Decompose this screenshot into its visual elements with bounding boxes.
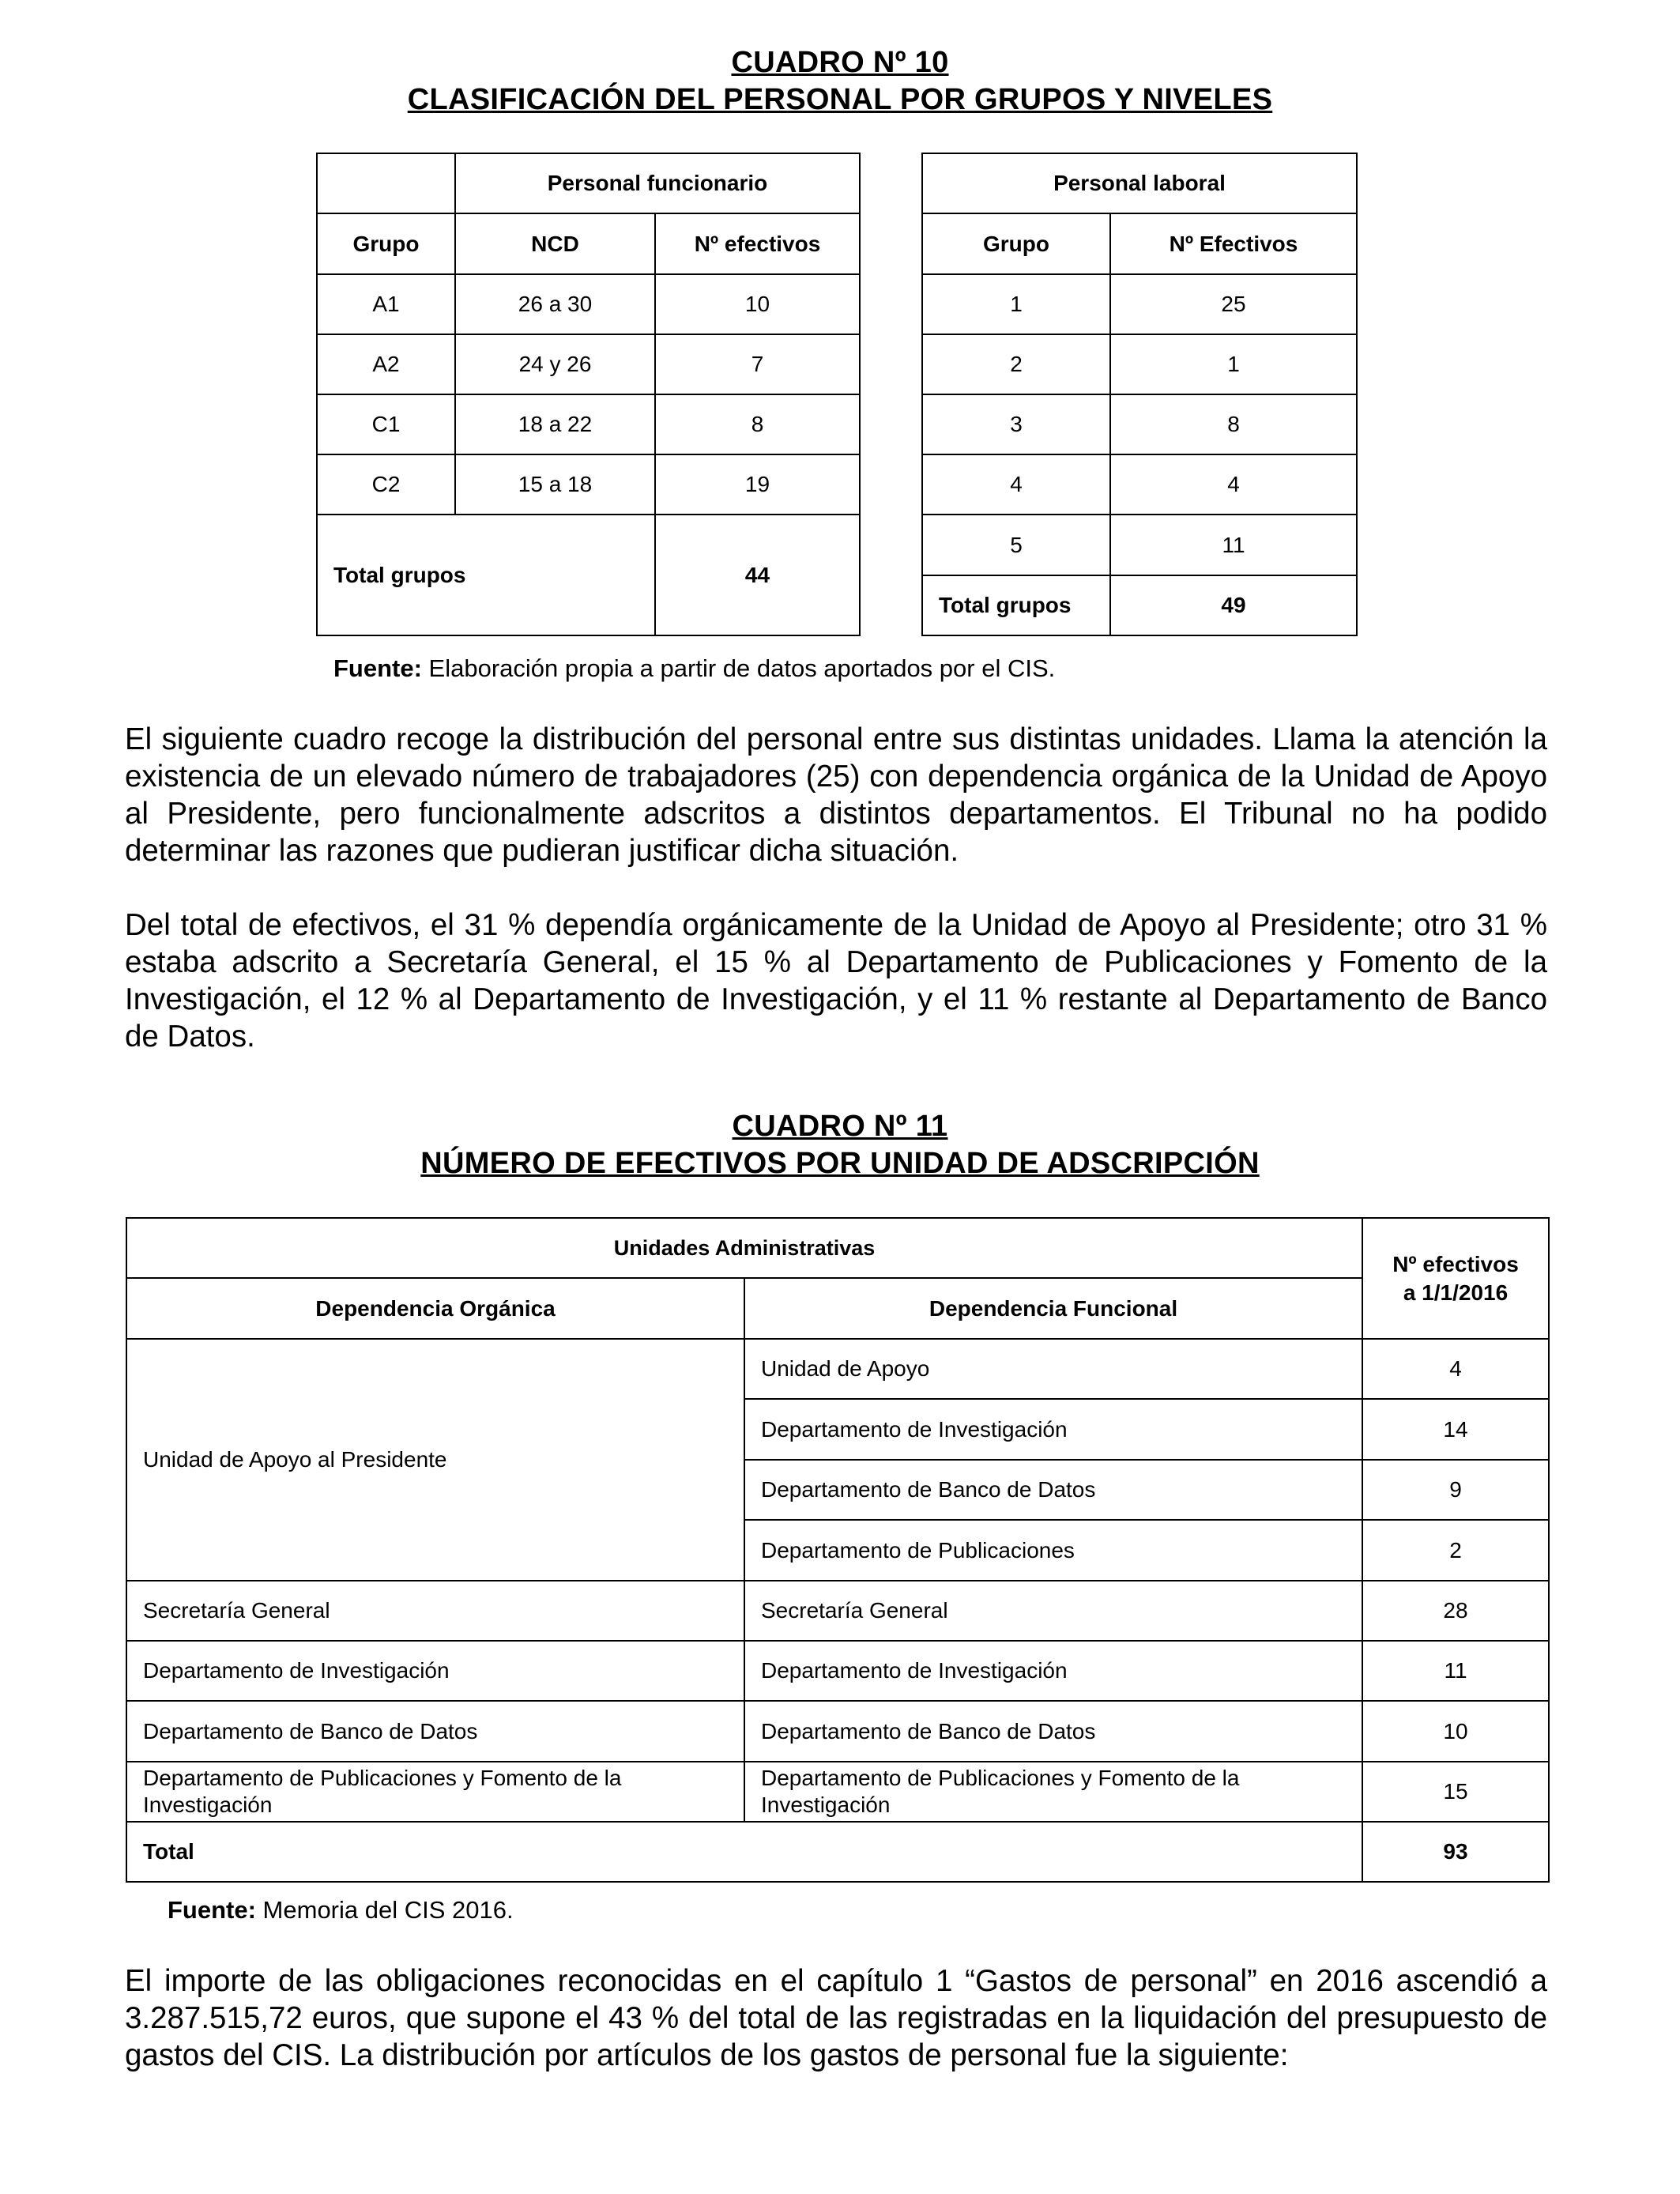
total-row bbox=[126, 1822, 1549, 1882]
cuadro11-title: CUADRO Nº 11 bbox=[732, 1110, 948, 1143]
header-efectivos-line2: a 1/1/2016 bbox=[1403, 1280, 1509, 1305]
personal-laboral-table bbox=[921, 153, 1358, 636]
cuadro10-subtitle: CLASIFICACIÓN DEL PERSONAL POR GRUPOS Y NIVELES bbox=[407, 83, 1273, 116]
total-label: Total grupos bbox=[922, 575, 1110, 635]
cell-grupo: C1 bbox=[317, 394, 455, 454]
empty-header-cell bbox=[317, 153, 455, 213]
cell-organica: Secretaría General bbox=[126, 1581, 744, 1641]
cell-efectivos: 25 bbox=[1110, 274, 1357, 334]
cell-funcional: Departamento de Banco de Datos bbox=[744, 1460, 1362, 1520]
cell-funcional: Departamento de Investigación bbox=[744, 1399, 1362, 1460]
cell-efectivos: 11 bbox=[1110, 515, 1357, 575]
source-text: Elaboración propia a partir de datos aportados por el CIS. bbox=[421, 654, 1056, 682]
table-row bbox=[317, 394, 860, 454]
cell-efectivos: 9 bbox=[1362, 1460, 1549, 1520]
table-row bbox=[317, 454, 860, 515]
col-efectivos: Nº efectivos bbox=[655, 213, 860, 274]
cuadro10-source bbox=[333, 653, 1055, 684]
cell-grupo: 5 bbox=[922, 515, 1110, 575]
cell-grupo: A1 bbox=[317, 274, 455, 334]
cell-efectivos: 19 bbox=[655, 454, 860, 515]
header-efectivos-line1: Nº efectivos bbox=[1392, 1251, 1519, 1276]
cell-grupo: A2 bbox=[317, 334, 455, 394]
cell-ncd: 26 a 30 bbox=[455, 274, 655, 334]
col-grupo: Grupo bbox=[922, 213, 1110, 274]
total-label: Total bbox=[126, 1822, 1362, 1882]
total-value: 49 bbox=[1110, 575, 1357, 635]
table-row bbox=[126, 1581, 1549, 1641]
cell-efectivos: 1 bbox=[1110, 334, 1357, 394]
cuadro11-subtitle: NÚMERO DE EFECTIVOS POR UNIDAD DE ADSCRIPCIÓN bbox=[420, 1147, 1260, 1180]
header-organica: Dependencia Orgánica bbox=[126, 1278, 744, 1339]
cuadro10-title: CUADRO Nº 10 bbox=[731, 46, 949, 79]
total-label: Total grupos bbox=[317, 515, 655, 635]
cell-efectivos: 8 bbox=[655, 394, 860, 454]
cell-funcional-line2: Investigación bbox=[761, 1793, 891, 1817]
total-row bbox=[922, 575, 1357, 635]
cell-organica: Departamento de Investigación bbox=[126, 1641, 744, 1701]
cell-efectivos: 28 bbox=[1362, 1581, 1549, 1641]
cell-efectivos: 11 bbox=[1362, 1641, 1549, 1701]
cell-organica: Unidad de Apoyo al Presidente bbox=[126, 1339, 744, 1581]
cell-efectivos: 14 bbox=[1362, 1399, 1549, 1460]
source-label: Fuente: bbox=[333, 654, 422, 682]
total-value: 93 bbox=[1362, 1822, 1549, 1882]
table-row bbox=[922, 515, 1357, 575]
source-label: Fuente: bbox=[168, 1896, 256, 1924]
cell-funcional bbox=[744, 1762, 1362, 1822]
cell-grupo: 2 bbox=[922, 334, 1110, 394]
cell-funcional: Departamento de Banco de Datos bbox=[744, 1701, 1362, 1762]
total-row bbox=[317, 515, 860, 635]
header-unidades: Unidades Administrativas bbox=[126, 1218, 1362, 1278]
cell-efectivos: 8 bbox=[1110, 394, 1357, 454]
table-row bbox=[922, 334, 1357, 394]
cell-grupo: 3 bbox=[922, 394, 1110, 454]
cell-funcional-line1: Departamento de Publicaciones y Fomento de la bbox=[761, 1766, 1240, 1790]
cell-efectivos: 7 bbox=[655, 334, 860, 394]
paragraph-3: El importe de las obligaciones reconocidas en el capítulo 1 “Gastos de personal” en 2016 ascendió a 3.287.515,72 euros, que supone el 43 % del total de las registradas en la liquidación del presupuesto de gastos del CIS. La distribución por artículos de los gastos de personal fue la siguiente: bbox=[125, 1964, 1547, 2072]
efectivos-unidad-table bbox=[126, 1217, 1550, 1883]
cell-efectivos: 2 bbox=[1362, 1520, 1549, 1581]
table-row bbox=[126, 1762, 1549, 1822]
cell-grupo: C2 bbox=[317, 454, 455, 515]
cell-ncd: 15 a 18 bbox=[455, 454, 655, 515]
cell-efectivos: 4 bbox=[1110, 454, 1357, 515]
source-text: Memoria del CIS 2016. bbox=[255, 1896, 514, 1924]
cell-ncd: 24 y 26 bbox=[455, 334, 655, 394]
cell-efectivos: 15 bbox=[1362, 1762, 1549, 1822]
table-row bbox=[317, 334, 860, 394]
table-row bbox=[126, 1641, 1549, 1701]
header-efectivos bbox=[1362, 1218, 1549, 1339]
col-ncd: NCD bbox=[455, 213, 655, 274]
cell-grupo: 1 bbox=[922, 274, 1110, 334]
cell-efectivos: 10 bbox=[655, 274, 860, 334]
laboral-header: Personal laboral bbox=[922, 153, 1357, 213]
total-value: 44 bbox=[655, 515, 860, 635]
table-row bbox=[922, 274, 1357, 334]
cell-funcional: Secretaría General bbox=[744, 1581, 1362, 1641]
cell-efectivos: 4 bbox=[1362, 1339, 1549, 1399]
paragraph-2: Del total de efectivos, el 31 % dependía orgánicamente de la Unidad de Apoyo al Presidente; otro 31 % estaba adscrito a Secretaría General, el 15 % al Departamento de Publicaciones y Fomento de la Investigación, el 12 % al Departamento de Investigación, y el 11 % restante al Departamento de Banco de Datos. bbox=[125, 908, 1547, 1054]
cell-organica: Departamento de Banco de Datos bbox=[126, 1701, 744, 1762]
cell-funcional: Departamento de Publicaciones bbox=[744, 1520, 1362, 1581]
cell-funcional: Unidad de Apoyo bbox=[744, 1339, 1362, 1399]
cell-ncd: 18 a 22 bbox=[455, 394, 655, 454]
cell-efectivos: 10 bbox=[1362, 1701, 1549, 1762]
cell-organica-line1: Departamento de Publicaciones y Fomento de la bbox=[143, 1766, 622, 1790]
cell-funcional: Departamento de Investigación bbox=[744, 1641, 1362, 1701]
funcionario-header: Personal funcionario bbox=[455, 153, 860, 213]
cuadro11-source bbox=[168, 1894, 514, 1926]
cell-organica-line2: Investigación bbox=[143, 1793, 273, 1817]
table-row bbox=[922, 454, 1357, 515]
table-row bbox=[126, 1701, 1549, 1762]
personal-funcionario-table bbox=[316, 153, 861, 636]
paragraph-1: El siguiente cuadro recoge la distribución del personal entre sus distintas unidades. Llama la atención la existencia de un elevado número de trabajadores (25) con dependencia orgánica de la Unidad de Apoyo al Presidente, pero funcionalmente adscritos a distintos departamentos. El Tribunal no ha podido determinar las razones que pudieran justificar dicha situación. bbox=[125, 722, 1547, 868]
table-row bbox=[317, 274, 860, 334]
header-funcional: Dependencia Funcional bbox=[744, 1278, 1362, 1339]
col-grupo: Grupo bbox=[317, 213, 455, 274]
cell-organica bbox=[126, 1762, 744, 1822]
table-row bbox=[126, 1339, 1549, 1399]
cell-grupo: 4 bbox=[922, 454, 1110, 515]
col-efectivos: Nº Efectivos bbox=[1110, 213, 1357, 274]
table-row bbox=[922, 394, 1357, 454]
